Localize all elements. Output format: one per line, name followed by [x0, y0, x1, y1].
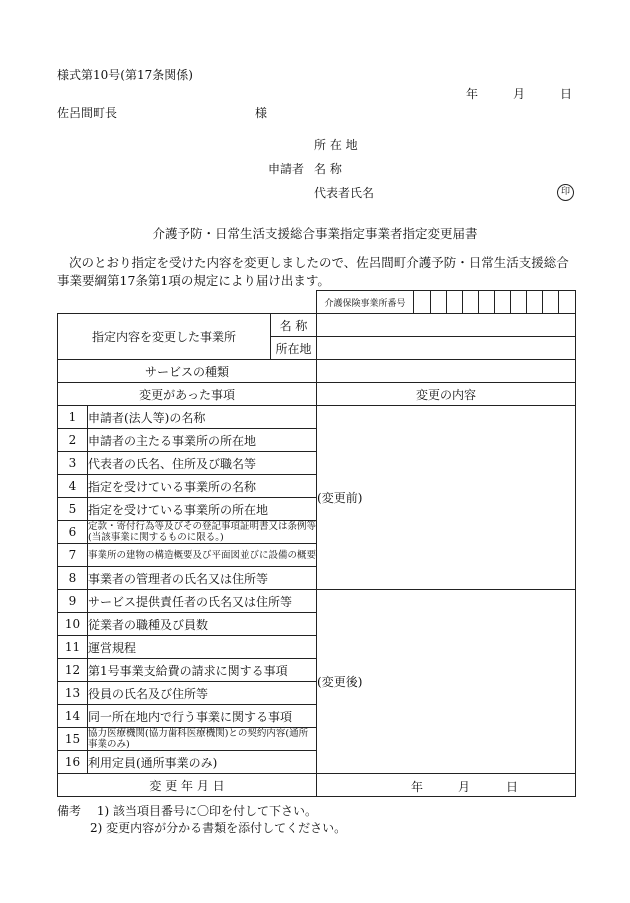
applicant-label: 申請者: [268, 162, 305, 176]
insurance-digit-box[interactable]: [543, 291, 559, 314]
insurance-digit-box[interactable]: [431, 291, 447, 314]
item-text: 第1号事業支給費の請求に関する事項: [88, 659, 317, 682]
note-1: 1) 該当項目番号に〇印を付して下さい。: [96, 804, 317, 818]
notes-label: 備考: [57, 804, 82, 818]
item-text: 定款・寄付行為等及びその登記事項証明書又は条例等(当該事業に関するものに限る。): [88, 521, 317, 543]
office-name-row: [58, 314, 576, 337]
item-number[interactable]: 2: [58, 429, 88, 452]
location-label: 所 在 地: [314, 138, 358, 152]
applicant-name-label: 名 称: [314, 162, 342, 176]
item-text: 事業者の管理者の氏名又は住所等: [88, 567, 317, 590]
item-text: 従業者の職種及び員数: [88, 613, 317, 636]
item-text: 申請者(法人等)の名称: [88, 406, 317, 429]
notes: [57, 803, 346, 837]
insurance-number-label: 介護保険事業所番号: [317, 291, 414, 314]
item-text: 運営規程: [88, 636, 317, 659]
header-row: [58, 383, 576, 406]
item-text: 同一所在地内で行う事業に関する事項: [88, 705, 317, 728]
changed-items-header: 変更があった事項: [58, 383, 317, 406]
footer-day: 日: [506, 780, 519, 794]
blank-cell: [58, 291, 317, 314]
insurance-digit-box[interactable]: [527, 291, 543, 314]
change-date-label: 変 更 年 月 日: [58, 774, 317, 797]
note-2: 2) 変更内容が分かる書類を添付してください。: [90, 821, 347, 835]
item-number[interactable]: 4: [58, 475, 88, 498]
office-name-label: 名 称: [271, 314, 317, 337]
insurance-number-row: [58, 291, 576, 314]
item-text: 利用定員(通所事業のみ): [88, 751, 317, 774]
footer-month: 月: [458, 780, 471, 794]
change-content-header: 変更の内容: [317, 383, 576, 406]
note-line-1: [57, 803, 346, 820]
insurance-digit-box[interactable]: [511, 291, 527, 314]
item-number[interactable]: 11: [58, 636, 88, 659]
insurance-digit-box[interactable]: [479, 291, 495, 314]
change-date-field[interactable]: [317, 774, 576, 797]
date-month-label: 月: [513, 87, 526, 101]
form-number: 様式第10号(第17条関係): [57, 68, 193, 82]
addressee-name: 佐呂間町長: [57, 106, 118, 120]
footer-year: 年: [411, 780, 424, 794]
item-number[interactable]: 16: [58, 751, 88, 774]
item-number[interactable]: 14: [58, 705, 88, 728]
item-number[interactable]: 9: [58, 590, 88, 613]
item-text: サービス提供責任者の氏名又は住所等: [88, 590, 317, 613]
item-text: 申請者の主たる事業所の所在地: [88, 429, 317, 452]
date-year-label: 年: [466, 87, 479, 101]
change-date-row: [58, 774, 576, 797]
body-text: 次のとおり指定を受けた内容を変更しましたので、佐呂間町介護予防・日常生活支援総合事業要綱第17条第1項の規定により届け出ます。: [57, 255, 569, 288]
honorific: 様: [255, 106, 268, 120]
item-number[interactable]: 3: [58, 452, 88, 475]
date-day-label: 日: [560, 87, 573, 101]
item-number[interactable]: 15: [58, 728, 88, 751]
service-type-label: サービスの種類: [58, 360, 317, 383]
insurance-digit-box[interactable]: [447, 291, 463, 314]
before-label: (変更前): [317, 491, 363, 505]
after-label: (変更後): [317, 675, 363, 689]
insurance-digit-box[interactable]: [414, 291, 431, 314]
item-text: 事業所の建物の構造概要及び平面図並びに設備の概要: [88, 544, 317, 567]
office-address-field[interactable]: [317, 337, 576, 360]
insurance-digit-box[interactable]: [495, 291, 511, 314]
item-number[interactable]: 13: [58, 682, 88, 705]
addressee: [57, 104, 268, 121]
insurance-digit-box[interactable]: [463, 291, 479, 314]
office-name-field[interactable]: [317, 314, 576, 337]
table-row: [58, 406, 576, 429]
item-text: 協力医療機関(協力歯科医療機関)との契約内容(通所事業のみ): [88, 728, 317, 751]
document-title: 介護予防・日常生活支援総合事業指定事業者指定変更届書: [152, 226, 478, 241]
change-before-area[interactable]: [317, 406, 576, 590]
item-number[interactable]: 5: [58, 498, 88, 521]
insurance-digit-box[interactable]: [559, 291, 576, 314]
item-text: 指定を受けている事業所の名称: [88, 475, 317, 498]
item-number[interactable]: 8: [58, 567, 88, 590]
item-number[interactable]: 6: [58, 521, 88, 544]
item-text: 指定を受けている事業所の所在地: [88, 498, 317, 521]
seal-stamp: [557, 183, 574, 201]
item-text: 代表者の氏名、住所及び職名等: [88, 452, 317, 475]
item-number[interactable]: 10: [58, 613, 88, 636]
table-row: [58, 590, 576, 613]
item-number[interactable]: 12: [58, 659, 88, 682]
representative-label: 代表者氏名: [314, 186, 375, 200]
change-notification-table: [57, 290, 576, 797]
item-number[interactable]: 1: [58, 406, 88, 429]
seal-stamp-char: 印: [557, 184, 574, 201]
service-type-row: [58, 360, 576, 383]
office-address-label: 所在地: [271, 337, 317, 360]
item-text: 役員の氏名及び住所等: [88, 682, 317, 705]
change-after-area[interactable]: [317, 590, 576, 774]
item-number[interactable]: 7: [58, 544, 88, 567]
office-label: 指定内容を変更した事業所: [58, 314, 271, 360]
service-type-field[interactable]: [317, 360, 576, 383]
